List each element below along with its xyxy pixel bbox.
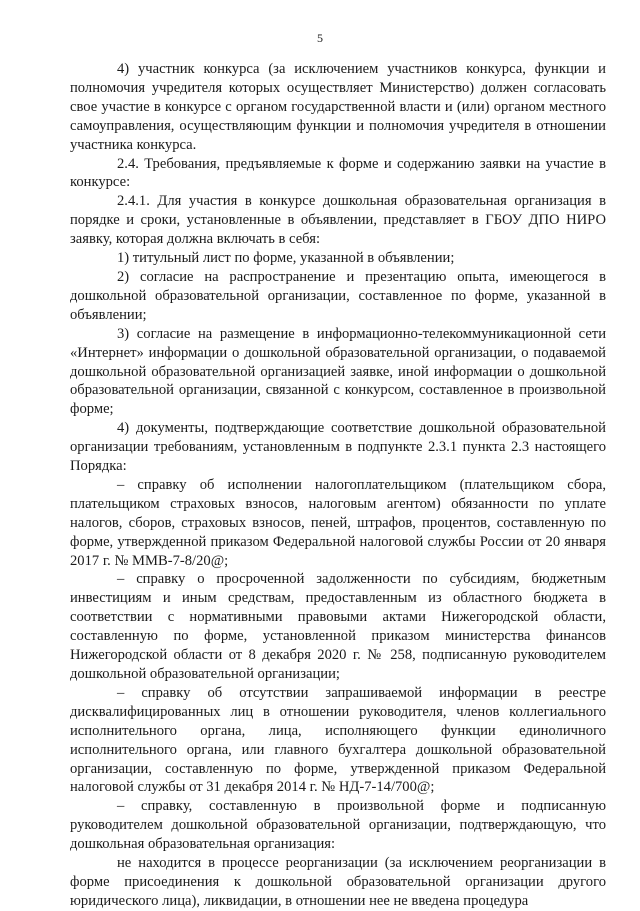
list-item-documents: 4) документы, подтверждающие соответствие дошкольной образовательной организации требованиям, установленным в подпункте 2.3.1 пункта 2.3 настоящего Порядка: — [70, 420, 606, 475]
bullet-overdue-debt-certificate: – справку о просроченной задолженности по субсидиям, бюджетным инвестициям и иным средствам, предоставленным из областного бюджета в соответствии с нормативными правовыми актами Нижегородской области, составленную по форме, установленной приказом министерства финансов Нижегородской области от 8 декабря 2020 г. № 258, подписанную руководителем дошкольной образовательной организации; — [70, 571, 606, 682]
paragraph-participant-coordination: 4) участник конкурса (за исключением участников конкурса, функции и полномочия учредителя которых осуществляет Министерство) должен согласовать свое участие в конкурсе с органом государственной власти и (или) органом местного самоуправления, осуществляющим функции и полномочия учредителя в отношении участника конкурса. — [70, 61, 606, 153]
list-item-title-page: 1) титульный лист по форме, указанной в объявлении; — [117, 250, 455, 267]
list-item-consent-internet: 3) согласие на размещение в информационно-телекоммуникационной сети «Интернет» информации о дошкольной образовательной организации, о подаваемой дошкольной образовательной организацией заявке, иной информации о дошкольной образовательной организации, связанной с конкурсом, составленное в произвольной форме; — [70, 325, 606, 418]
paragraph-reorganization-status: не находится в процессе реорганизации (за исключением реорганизации в форме присоединения к дошкольной образовательной организации другого юридического лица), ликвидации, в отношении нее не введена процедура — [70, 855, 606, 909]
bullet-free-form-certificate: – справку, составленную в произвольной форме и подписанную руководителем дошкольной образовательной организации, подтверждающую, что дошкольная образовательная организация: — [70, 798, 606, 853]
paragraph-section-2-4-1: 2.4.1. Для участия в конкурсе дошкольная образовательная организация в порядке и сроки, установленные в объявлении, представляет в ГБОУ ДПО НИРО заявку, которая должна включать в себя: — [70, 193, 606, 248]
bullet-tax-certificate: – справку об исполнении налогоплательщиком (плательщиком сбора, плательщиком страховых взносов, налоговым агентом) обязанности по уплате налогов, сборов, страховых взносов, пеней, штрафов, процентов, составленную по форме, утвержденной приказом Федеральной налоговой службы России от 20 января 2017 г. № ММВ-7-8/20@; — [70, 476, 606, 569]
page-number: 5 — [317, 31, 323, 45]
bullet-disqualified-register-certificate: – справку об отсутствии запрашиваемой информации в реестре дисквалифицированных лиц в отношении руководителя, членов коллегиального исполнительного органа, лица, исполняющего функции единоличного исполнительного органа, или главного бухгалтера дошкольной образовательной организации, составленную по форме, утвержденной приказом Федеральной налоговой службы от 31 декабря 2014 г. № НД-7-14/700@; — [70, 684, 606, 796]
list-item-consent-distribution: 2) согласие на распространение и презентацию опыта, имеющегося в дошкольной образовательной организации, составленное по форме, указанной в объявлении; — [70, 268, 606, 323]
paragraph-section-2-4: 2.4. Требования, предъявляемые к форме и содержанию заявки на участие в конкурсе: — [70, 155, 606, 191]
document-body — [70, 60, 606, 911]
